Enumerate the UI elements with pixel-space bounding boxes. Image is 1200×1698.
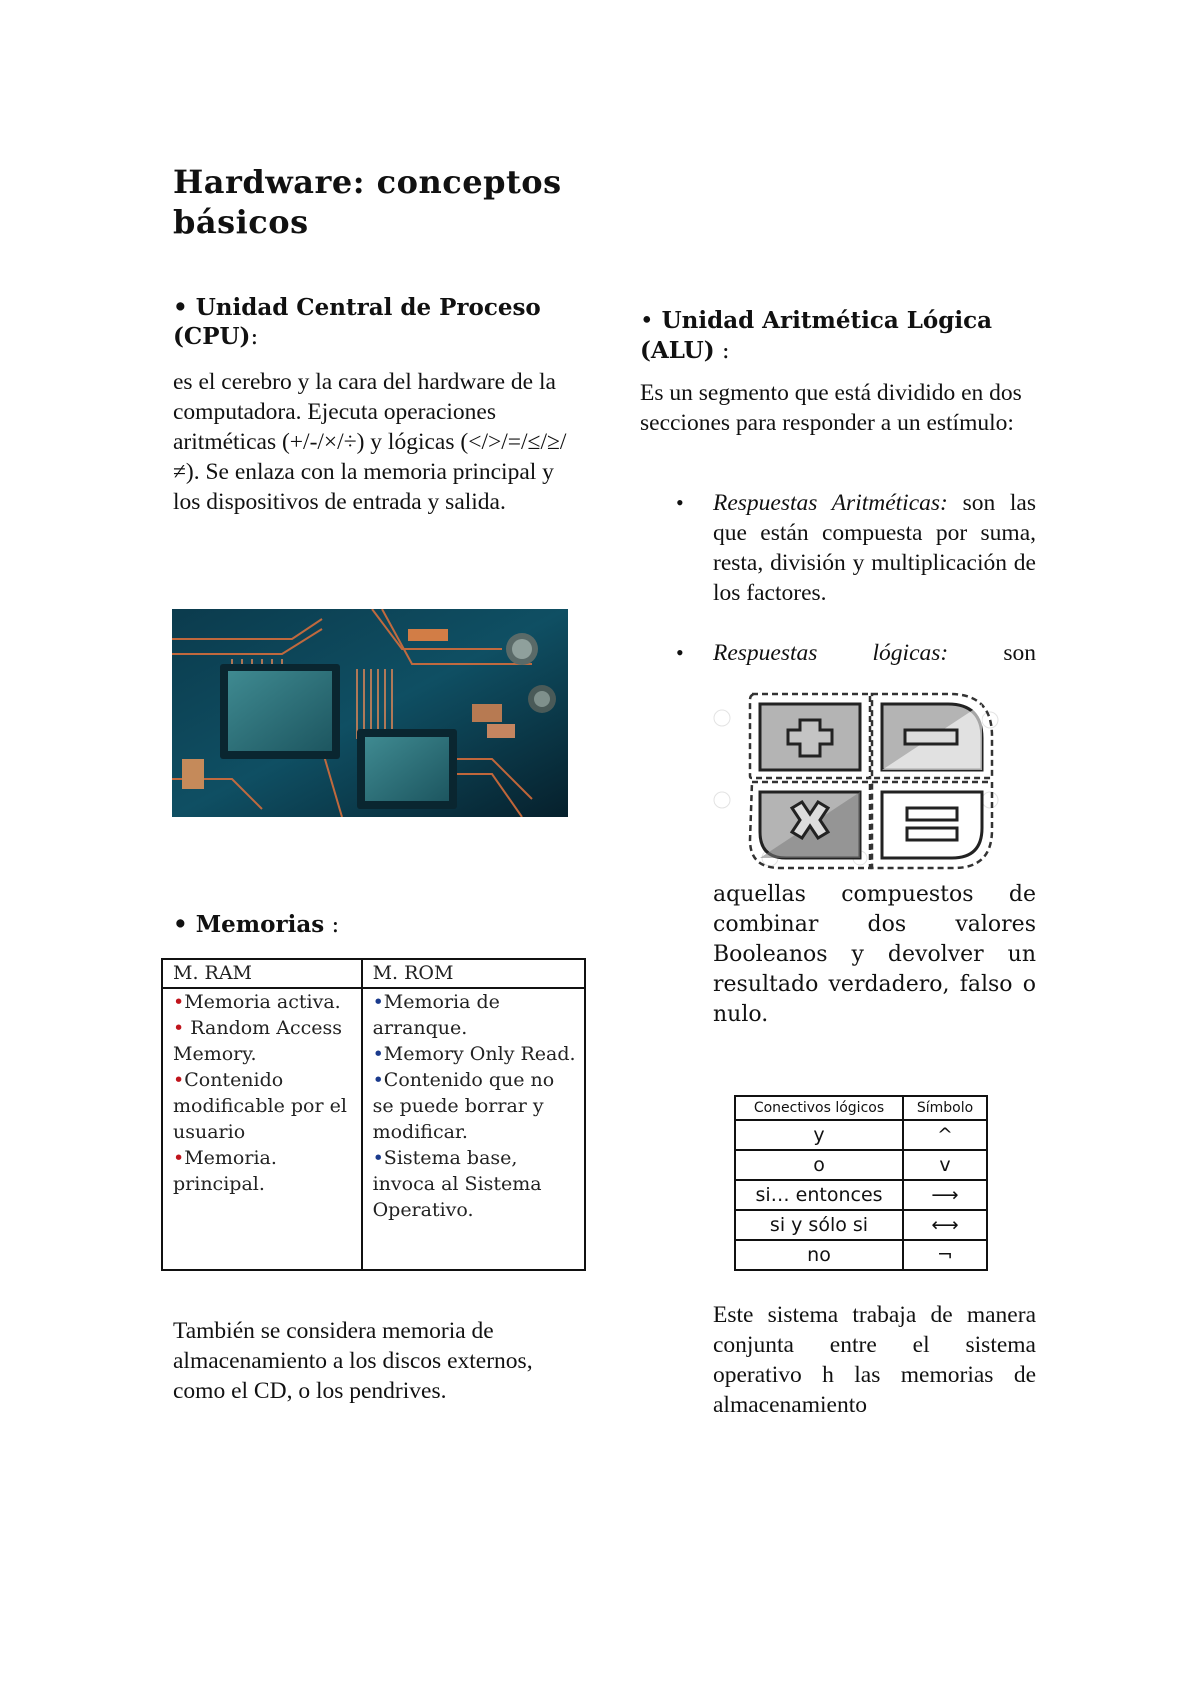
alu-heading-colon: :: [714, 338, 730, 364]
rom-item: •Contenido que no se puede borrar y modificar.: [372, 1069, 555, 1143]
arit-paragraph: [713, 488, 1036, 608]
bullet: •: [372, 1043, 384, 1065]
rom-item: •Memoria de arranque.: [372, 991, 500, 1039]
bullet: •: [372, 991, 384, 1013]
circuit-board-image: [172, 609, 568, 817]
symbol-header: Símbolo: [903, 1096, 987, 1120]
log-heading-line: [713, 638, 1036, 668]
rom-cell: [362, 988, 585, 1270]
log-son: son: [1003, 640, 1036, 666]
cpu-body: es el cerebro y la cara del hardware de la computadora. Ejecuta operaciones aritméticas (+/-/×/÷) y lógicas (</>/=/≤/≥/≠). Se enlaza con la memoria principal y los dispositivos de entrada y salida.: [173, 369, 567, 515]
alu-heading-text: Unidad Aritmética Lógica (ALU): [640, 307, 992, 364]
log-text: aquellas compuestos de combinar dos valores Booleanos y devolver un resultado verdadero, falso o nulo.: [713, 882, 1036, 1027]
logic-table-header: [735, 1096, 987, 1120]
bullet: •: [676, 490, 684, 515]
bullet: •: [173, 1147, 185, 1169]
bullet: •: [173, 294, 188, 321]
arit-term: Respuestas Aritméticas:: [713, 490, 948, 516]
cpu-heading: [173, 293, 593, 352]
ram-header: M. RAM: [162, 959, 362, 988]
memory-table-row: [162, 988, 585, 1270]
table-row: o v: [735, 1150, 987, 1180]
memory-table-header: [162, 959, 585, 988]
ram-item: •Memoria activa.: [173, 991, 341, 1013]
log-term2: lógicas:: [872, 640, 949, 666]
table-row: si… entonces ⟶: [735, 1180, 987, 1210]
bullet: •: [372, 1147, 384, 1169]
connective-header: Conectivos lógicos: [735, 1096, 903, 1120]
rom-header: M. ROM: [362, 959, 585, 988]
page-title: Hardware: conceptos básicos: [173, 163, 562, 241]
memorias-section: [173, 910, 573, 940]
table-row: no ¬: [735, 1240, 987, 1270]
bullet: •: [372, 1069, 384, 1091]
bullet: •: [676, 640, 684, 665]
cpu-section: [173, 293, 593, 517]
bullet: •: [173, 911, 188, 938]
ram-item: •Contenido modificable por el usuario: [173, 1069, 347, 1143]
logic-connectives-table: [734, 1095, 988, 1271]
alu-heading: [640, 306, 1040, 366]
ram-item: •Memoria. principal.: [173, 1147, 277, 1195]
alu-section: [640, 306, 1040, 438]
bullet: •: [173, 991, 185, 1013]
bullet: •: [173, 1017, 185, 1039]
bullet: •: [640, 308, 654, 334]
log-term1: Respuestas: [713, 640, 818, 666]
memorias-heading: [173, 910, 573, 940]
bullet: •: [173, 1069, 185, 1091]
table-row: si y sólo si ⟷: [735, 1210, 987, 1240]
alu-intro: Es un segmento que está dividido en dos secciones para responder a un estímulo:: [640, 380, 1022, 436]
cpu-heading-text: Unidad Central de Proceso (CPU): [173, 294, 541, 350]
arit-text: son las que están compuesta por suma, resta, división y multiplicación de los factores.: [713, 490, 1036, 606]
memory-table: [161, 958, 586, 1271]
cpu-heading-colon: :: [250, 324, 259, 350]
ram-cell: [162, 988, 362, 1270]
calculator-operations-icon: [700, 680, 1030, 870]
rom-item: •Memory Only Read.: [372, 1043, 576, 1065]
ram-item: • Random Access Memory.: [173, 1017, 342, 1065]
memorias-heading-colon: :: [324, 912, 340, 938]
table-row: y ^: [735, 1120, 987, 1150]
memorias-note: También se considera memoria de almacenamiento a los discos externos, como el CD, o los pendrives.: [173, 1318, 533, 1404]
rom-item: •Sistema base, invoca al Sistema Operativo.: [372, 1147, 542, 1221]
alu-closing: Este sistema trabaja de manera conjunta entre el sistema operativo h las memorias de almacenamiento: [713, 1302, 1036, 1418]
memorias-heading-text: Memorias: [195, 911, 325, 938]
